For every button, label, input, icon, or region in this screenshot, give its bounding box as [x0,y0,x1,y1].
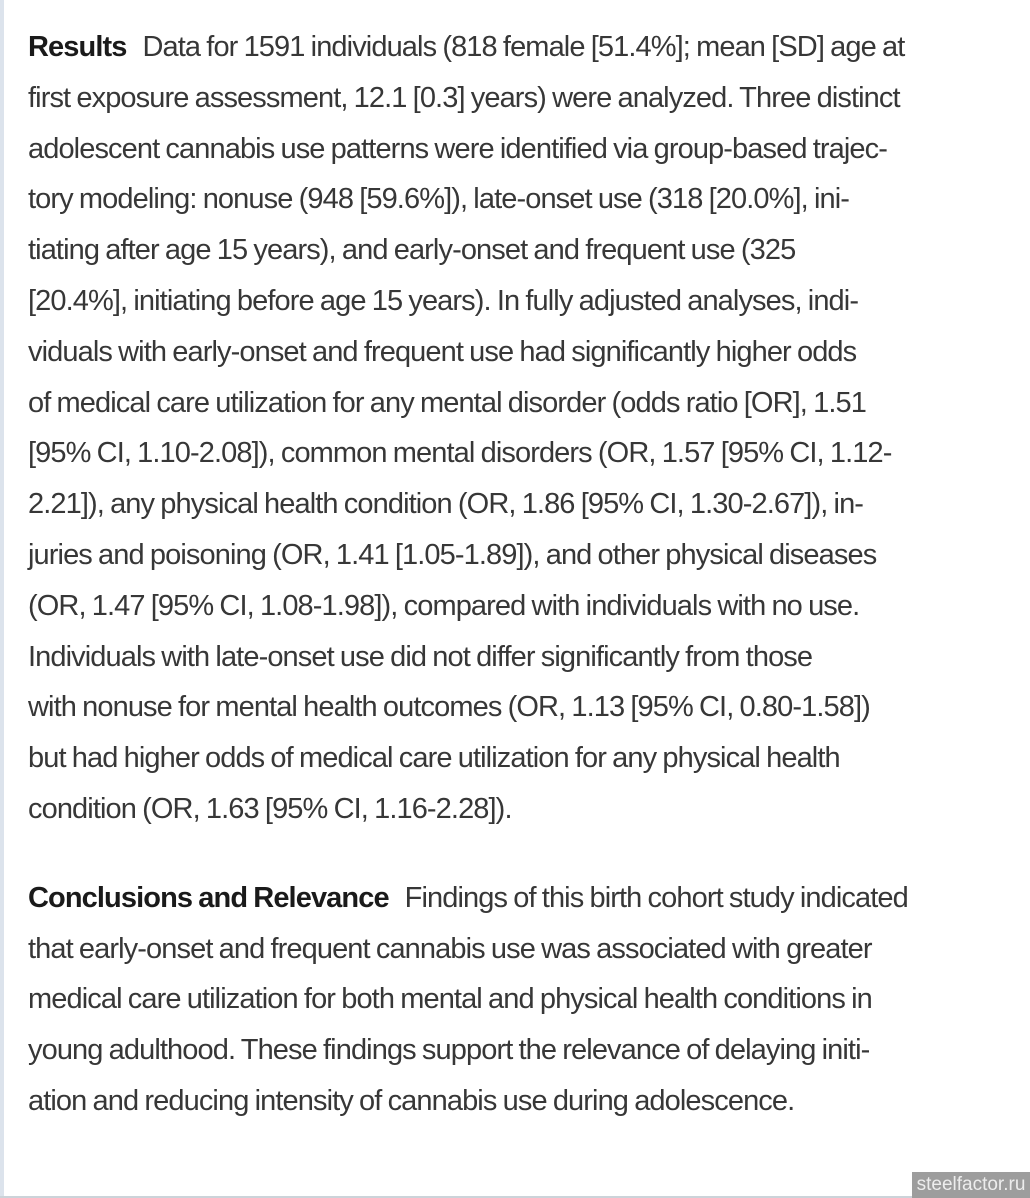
text-line: with nonuse for mental health outcomes (OR, 1.13 [95% CI, 0.80-1.58]) [28,691,870,724]
text-line: viduals with early-onset and frequent use had significantly higher odds [28,335,857,368]
text-line: young adulthood. These findings support the relevance of delaying initi- [28,1034,870,1067]
text-line: 2.21]), any physical health condition (OR, 1.86 [95% CI, 1.30-2.67]), in- [28,488,864,521]
text-line: but had higher odds of medical care utilization for any physical health [28,742,840,775]
results-line-text: Data for 1591 individuals (818 female [51.4%]; mean [SD] age at [142,31,905,63]
text-line: tory modeling: nonuse (948 [59.6%]), late-onset use (318 [20.0%], ini- [28,183,850,216]
text-line: medical care utilization for both mental and physical health conditions in [28,983,872,1016]
text-line: condition (OR, 1.63 [95% CI, 1.16-2.28]). [28,792,512,825]
text-line: (OR, 1.47 [95% CI, 1.08-1.98]), compared with individuals with no use. [28,589,860,622]
text-line: Individuals with late-onset use did not differ significantly from those [28,640,813,673]
text-line: ation and reducing intensity of cannabis use during adolescence. [28,1084,795,1117]
conclusions-section [28,873,1004,1127]
conclusions-paragraph [28,924,1004,1127]
results-section [28,22,1004,835]
conclusions-heading: Conclusions and Relevance [28,881,389,914]
watermark: steelfactor.ru [912,1172,1030,1198]
conclusions-line-text: Findings of this birth cohort study indicated [404,881,908,914]
conclusions-first-line [28,873,1004,924]
text-line: that early-onset and frequent cannabis use was associated with greater [28,932,872,965]
text-line: juries and poisoning (OR, 1.41 [1.05-1.89]), and other physical diseases [28,538,877,571]
text-line: [95% CI, 1.10-2.08]), common mental disorders (OR, 1.57 [95% CI, 1.12- [28,437,892,470]
text-line: adolescent cannabis use patterns were identified via group-based trajec- [28,132,887,165]
results-paragraph [28,73,1004,835]
results-first-line [28,22,1004,73]
text-line: [20.4%], initiating before age 15 years). In fully adjusted analyses, indi- [28,284,859,317]
text-line: of medical care utilization for any mental disorder (odds ratio [OR], 1.51 [28,386,866,419]
results-heading: Results [28,31,127,63]
text-line: first exposure assessment, 12.1 [0.3] years) were analyzed. Three distinct [28,81,900,114]
text-line: tiating after age 15 years), and early-onset and frequent use (325 [28,234,796,267]
